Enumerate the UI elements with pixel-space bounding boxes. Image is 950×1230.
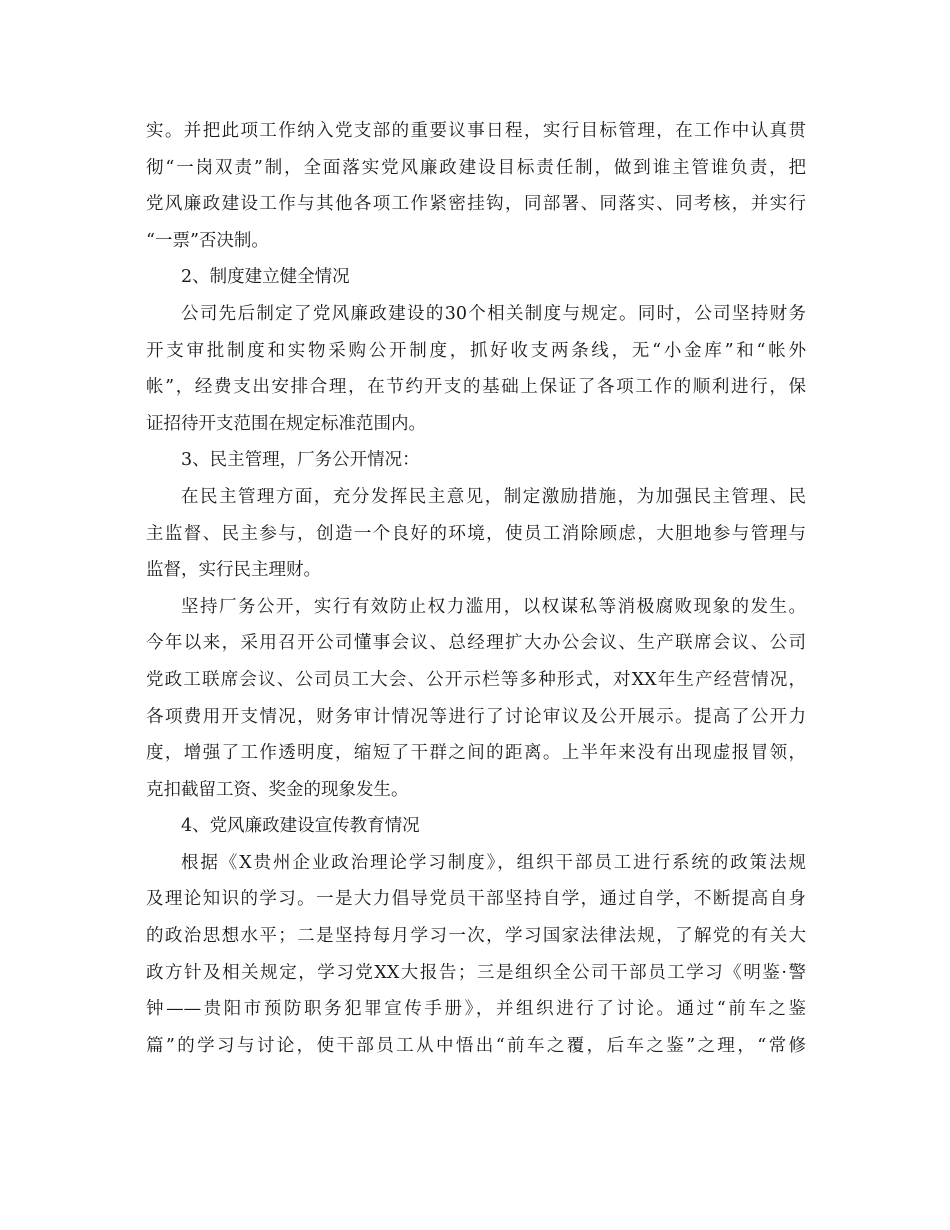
paragraph-line: 各项费用开支情况，财务审计情况等进行了讨论审议及公开展示。提高了公开力 (146, 706, 806, 727)
paragraph-line: 的政治思想水平；二是坚持每月学习一次，学习国家法律法规，了解党的有关大 (146, 926, 806, 947)
paragraph-line: 钟——贵阳市预防职务犯罪宣传手册》，并组织进行了讨论。通过“前车之鉴 (146, 999, 806, 1020)
section-heading: 2、制度建立健全情况 (181, 267, 350, 288)
section-heading: 3、民主管理，厂务公开情况： (181, 450, 420, 471)
paragraph-line: 克扣截留工资、奖金的现象发生。 (146, 779, 409, 800)
paragraph-line: 主监督、民主参与，创造一个良好的环境，使员工消除顾虑，大胆地参与管理与 (146, 523, 806, 544)
paragraph-line: 监督，实行民主理财。 (146, 560, 321, 581)
document-body (146, 113, 806, 1064)
paragraph-line: 党政工联席会议、公司员工大会、公开示栏等多种形式，对XX年生产经营情况， (146, 669, 806, 690)
paragraph-line: 公司先后制定了党风廉政建设的30个相关制度与规定。同时，公司坚持财务 (181, 303, 806, 324)
paragraph-line: 在民主管理方面，充分发挥民主意见，制定激励措施，为加强民主管理、民 (181, 486, 806, 507)
section-heading: 4、党风廉政建设宣传教育情况 (181, 816, 420, 837)
paragraph-line: 政方针及相关规定，学习党XX大报告；三是组织全公司干部员工学习《明鉴·警 (146, 962, 806, 983)
paragraph-line: 及理论知识的学习。一是大力倡导党员干部坚持自学，通过自学，不断提高自身 (146, 889, 806, 910)
paragraph-line: 证招待开支范围在规定标准范围内。 (146, 413, 426, 434)
paragraph-line: 开支审批制度和实物采购公开制度，抓好收支两条线，无“小金库”和“帐外 (146, 340, 806, 361)
paragraph-line: 帐”，经费支出安排合理，在节约开支的基础上保证了各项工作的顺利进行，保 (146, 377, 806, 398)
paragraph-line: 今年以来，采用召开公司懂事会议、总经理扩大办公会议、生产联席会议、公司 (146, 633, 806, 654)
paragraph-line: “一票”否决制。 (146, 230, 269, 251)
paragraph-line: 实。并把此项工作纳入党支部的重要议事日程，实行目标管理，在工作中认真贯 (146, 121, 806, 141)
paragraph-line: 彻“一岗双责”制，全面落实党风廉政建设目标责任制，做到谁主管谁负责，把 (146, 157, 806, 178)
paragraph-line: 根据《X贵州企业政治理论学习制度》，组织干部员工进行系统的政策法规 (181, 852, 806, 873)
paragraph-line: 度，增强了工作透明度，缩短了干群之间的距离。上半年来没有出现虚报冒领， (146, 743, 806, 764)
paragraph-line: 党风廉政建设工作与其他各项工作紧密挂钩，同部署、同落实、同考核，并实行 (146, 194, 806, 215)
paragraph-line: 篇”的学习与讨论，使干部员工从中悟出“前车之覆，后车之鉴”之理，“常修 (146, 1035, 806, 1056)
paragraph-line: 坚持厂务公开，实行有效防止权力滥用，以权谋私等消极腐败现象的发生。 (181, 596, 806, 617)
